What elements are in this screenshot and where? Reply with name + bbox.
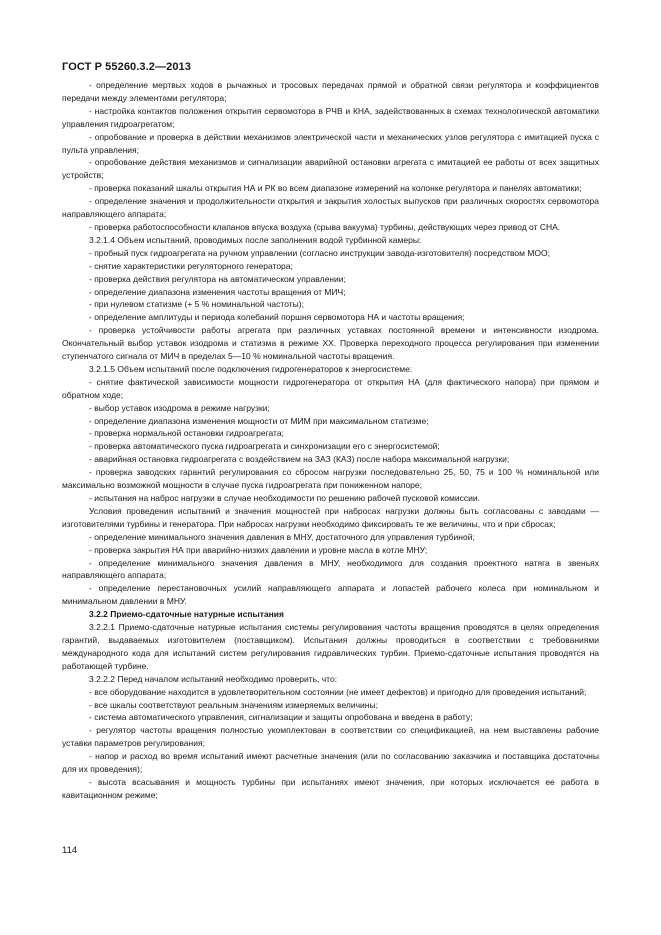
- paragraph: - проверка устойчивости работы агрегата при различных уставках постоянной времени и интенсивности изодрома. Окончательный выбор уставок изодрома и статизма в режиме XX. Проверка переходного процесса регулирования при изменении ступенчатого сигнала от МИЧ в пределах 5—10 % номинальной частоты вращения.: [62, 325, 599, 362]
- paragraph: - определение значения и продолжительности открытия и закрытия холостых выпусков при различных скоростях сервомотора направляющего аппарата;: [62, 196, 599, 220]
- paragraph: 3.2.2.2 Перед началом испытаний необходимо проверить, что:: [89, 673, 338, 684]
- paragraph: - проверка нормальной остановки гидроагрегата;: [89, 428, 284, 439]
- paragraph: - аварийная остановка гидроагрегата с воздействием на ЗАЗ (КАЗ) после набора максимальной нагрузки;: [89, 454, 510, 465]
- paragraph: - проверка показаний шкалы открытия НА и РК во всем диапазоне измерений на колонке регулятора и панелях автоматики;: [89, 183, 582, 194]
- paragraph: - напор и расход во время испытаний имеют расчетные значения (или по согласованию заказчика и поставщика достаточны для их проведения);: [62, 751, 599, 775]
- paragraph: - проверка заводских гарантий регулирования со сбросом нагрузки последовательно 25, 50, 75 и 100 % номинальной или максимально возможной мощности в случае пуска гидроагрегата при пониженном напоре;: [62, 467, 599, 491]
- paragraph: - опробование действия механизмов и сигнализации аварийной остановки агрегата с имитацией ее работы от всех защитных устройств;: [62, 157, 599, 181]
- paragraph: - испытания на наброс нагрузки в случае необходимости по решению рабочей пусковой комиссии.: [89, 493, 480, 503]
- paragraph: - система автоматического управления, сигнализации и защиты опробована и введена в работу;: [89, 712, 473, 723]
- paragraph: - высота всасывания и мощность турбины при испытаниях имеют значения, при которых исключается ее работа в кавитационном режиме;: [62, 776, 599, 800]
- paragraph: - регулятор частоты вращения полностью укомплектован в соответствии со спецификацией, на нем выставлены рабочие уставки параметров регулирования;: [62, 725, 599, 749]
- paragraph: - проверка действия регулятора на автоматическом управлении;: [89, 273, 346, 284]
- paragraph: - опробование и проверка в действии механизмов электрической части и механических узлов регулятора с имитацией пуска с пульта управления;: [62, 131, 599, 155]
- section-heading: 3.2.2 Приемо-сдаточные натурные испытания: [89, 609, 284, 620]
- paragraph: - определение минимального значения давления в МНУ, необходимого для создания проектного натяга в звеньях направляющего аппарата;: [62, 557, 599, 581]
- paragraph: - определение диапазона изменения частоты вращения от МИЧ;: [89, 286, 346, 297]
- paragraph: - снятие характеристики регуляторного генератора;: [89, 260, 293, 271]
- paragraph: - определение диапазона изменения мощности от МИМ при максимальном статизме;: [89, 415, 429, 426]
- document-header: ГОСТ Р 55260.3.2—2013: [62, 61, 191, 73]
- paragraph: - при нулевом статизме (+ 5 % номинальной частоты);: [89, 299, 304, 310]
- paragraph: - настройка контактов положения открытия сервомотора в РЧВ и КНА, задействованных в схемах технологической автоматики управления гидроагрегатом;: [62, 105, 599, 129]
- paragraph: - все оборудование находится в удовлетворительном состоянии (не имеет дефектов) и пригодно для проведения испытаний;: [89, 686, 587, 697]
- page-number: 114: [62, 845, 78, 856]
- paragraph: - определение мертвых ходов в рычажных и тросовых передачах прямой и обратной связи регулятора и коэффициентов передачи между элементами регулятора;: [62, 80, 599, 103]
- document-body: [62, 79, 599, 802]
- paragraph: - проверка работоспособности клапанов впуска воздуха (срыва вакуума) турбины, действующих через привод от СНА.: [89, 221, 561, 232]
- paragraph: - все шкалы соответствуют реальным значениям измеряемых величины;: [89, 699, 378, 710]
- paragraph: - снятие фактической зависимости мощности гидрогенератора от открытия НА (для фактического напора) при прямом и обратном ходе;: [62, 376, 599, 400]
- paragraph: - выбор уставок изодрома в режиме нагрузки;: [89, 402, 270, 413]
- paragraph: - определение перестановочных усилий направляющего аппарата и лопастей рабочего колеса при номинальном и минимальном давлении в МНУ.: [62, 583, 599, 607]
- paragraph: - проверка автоматического пуска гидроагрегата и синхронизации его с энергосистемой;: [89, 441, 440, 452]
- paragraph: - проверка закрытия НА при аварийно-низких давлении и уровне масла в котле МНУ;: [89, 544, 428, 555]
- paragraph: 3.2.1.4 Объем испытаний, проводимых после заполнения водой турбинной камеры:: [89, 234, 422, 245]
- paragraph: - определение амплитуды и периода колебаний поршня сервомотора НА и частоты вращения;: [89, 312, 465, 323]
- paragraph: - определение минимального значения давления в МНУ, достаточного для управления турбиной;: [89, 531, 475, 542]
- paragraph: 3.2.2.1 Приемо-сдаточные натурные испытания системы регулирования частоты вращения проводятся в целях определения гарантий, выдаваемых изготовителем (поставщиком). Испытания должны проводиться в соответствии с требованиями международного кода для испытаний систем регулирования гидравлических турбин. Приемо-сдаточные испытания проводятся на работающей турбине.: [62, 622, 599, 671]
- paragraph: Условия проведения испытаний и значения мощностей при набросах нагрузки должны быть согласованы с заводами — изготовителями турбины и генератора. При набросах нагрузки необходимо фиксировать те же величины, что и при сбросах;: [62, 505, 599, 529]
- paragraph: 3.2.1.5 Объем испытаний после подключения гидрогенераторов к энергосистеме:: [89, 363, 413, 374]
- paragraph: - пробный пуск гидроагрегата на ручном управлении (согласно инструкции завода-изготовителя) посредством МОО;: [89, 247, 550, 258]
